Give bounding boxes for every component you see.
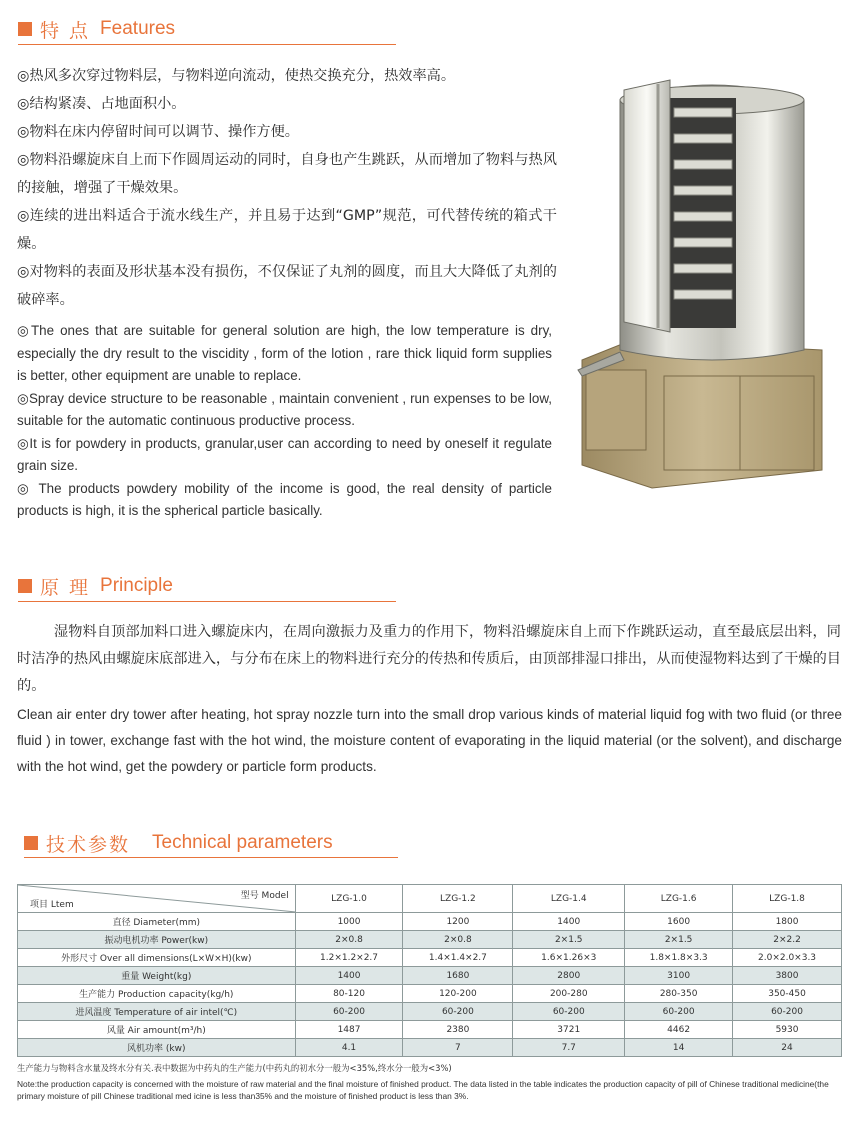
principle-heading-rule bbox=[18, 601, 396, 602]
table-row bbox=[18, 931, 842, 949]
table-cell: 1200 bbox=[403, 913, 513, 931]
model-header: LZG-1.8 bbox=[733, 885, 842, 913]
table-cell: 4462 bbox=[625, 1021, 733, 1039]
spiral-dryer-machine-image bbox=[572, 70, 832, 490]
table-cell: 2×1.5 bbox=[625, 931, 733, 949]
table-row bbox=[18, 949, 842, 967]
table-cell: 2×2.2 bbox=[733, 931, 842, 949]
features-list-zh bbox=[17, 62, 557, 314]
table-corner-cell bbox=[18, 885, 296, 913]
heading-square-icon bbox=[24, 836, 38, 850]
table-cell: 14 bbox=[625, 1039, 733, 1057]
principle-heading-zh: 原 理 bbox=[40, 576, 91, 599]
table-row bbox=[18, 1021, 842, 1039]
row-label: 风机功率 (kw) bbox=[18, 1039, 296, 1057]
table-cell: 1800 bbox=[733, 913, 842, 931]
principle-text-en: Clean air enter dry tower after heating, hot spray nozzle turn into the small drop various kinds of material liquid fog with two fluid (or three fluid ) in tower, exchange fast with the hot wind, the moisture content of evaporating in the liquid material (or the solvent), and discharge with the hot wind, get the powdery or particle form products. bbox=[17, 707, 842, 774]
technical-heading-zh: 技术参数 bbox=[46, 833, 131, 856]
table-header-row bbox=[18, 885, 842, 913]
table-cell: 60-200 bbox=[513, 1003, 625, 1021]
model-header: LZG-1.0 bbox=[295, 885, 403, 913]
feature-en-4: ◎ The products powdery mobility of the income is good, the real density of particle products is high, it is the spherical particle basically. bbox=[17, 480, 552, 518]
model-header: LZG-1.4 bbox=[513, 885, 625, 913]
table-cell: 24 bbox=[733, 1039, 842, 1057]
principle-heading-en: Principle bbox=[100, 575, 173, 596]
table-cell: 280-350 bbox=[625, 985, 733, 1003]
technical-heading-en: Technical parameters bbox=[152, 832, 333, 853]
row-label: 直径 Diameter(mm) bbox=[18, 913, 296, 931]
table-cell: 1400 bbox=[295, 967, 403, 985]
principle-text-zh: 湿物料自顶部加料口进入螺旋床内，在周向激振力及重力的作用下，物料沿螺旋床自上而下作跳跃运动，直至最底层出料，同时洁净的热风由螺旋床底部进入，与分布在床上的物料进行充分的传热和传质后，由顶部排湿口排出，从而使湿物料达到了干燥的目的。 bbox=[17, 624, 841, 694]
corner-item-label: 项目 Ltem bbox=[30, 900, 74, 910]
table-cell: 2×0.8 bbox=[403, 931, 513, 949]
table-cell: 1.4×1.4×2.7 bbox=[403, 949, 513, 967]
table-cell: 1.6×1.26×3 bbox=[513, 949, 625, 967]
table-row bbox=[18, 913, 842, 931]
feature-en-3: ◎It is for powdery in products, granular,user can according to need by oneself it regulate grain size. bbox=[17, 435, 552, 473]
table-cell: 200-280 bbox=[513, 985, 625, 1003]
table-cell: 1.2×1.2×2.7 bbox=[295, 949, 403, 967]
table-cell: 60-200 bbox=[295, 1003, 403, 1021]
row-label: 生产能力 Production capacity(kg/h) bbox=[18, 985, 296, 1003]
feature-zh-1: ◎热风多次穿过物料层，与物料逆向流动，使热交换充分，热效率高。 bbox=[17, 68, 456, 84]
table-cell: 1600 bbox=[625, 913, 733, 931]
table-cell: 60-200 bbox=[733, 1003, 842, 1021]
principle-heading bbox=[18, 575, 173, 597]
feature-zh-6: ◎对物料的表面及形状基本没有损伤，不仅保证了丸剂的圆度，而且大大降低了丸剂的破碎率。 bbox=[17, 264, 557, 308]
table-cell: 7 bbox=[403, 1039, 513, 1057]
table-note-zh: 生产能力与物料含水量及终水分有关.表中数据为中药丸的生产能力(中药丸的初水分一般为<35%,终水分一般为<3%) bbox=[17, 1063, 452, 1073]
table-cell: 7.7 bbox=[513, 1039, 625, 1057]
features-heading-rule bbox=[18, 44, 396, 45]
table-cell: 80-120 bbox=[295, 985, 403, 1003]
table-cell: 1680 bbox=[403, 967, 513, 985]
table-cell: 1400 bbox=[513, 913, 625, 931]
model-header: LZG-1.2 bbox=[403, 885, 513, 913]
technical-heading-rule bbox=[24, 857, 398, 858]
feature-zh-2: ◎结构紧凑、占地面积小。 bbox=[17, 96, 186, 112]
row-label: 振动电机功率 Power(kw) bbox=[18, 931, 296, 949]
table-cell: 60-200 bbox=[403, 1003, 513, 1021]
table-cell: 2.0×2.0×3.3 bbox=[733, 949, 842, 967]
table-cell: 120-200 bbox=[403, 985, 513, 1003]
technical-parameters-table bbox=[17, 884, 842, 1057]
features-list-en bbox=[17, 320, 552, 523]
model-header: LZG-1.6 bbox=[625, 885, 733, 913]
table-cell: 1.8×1.8×3.3 bbox=[625, 949, 733, 967]
feature-en-2: ◎Spray device structure to be reasonable , maintain convenient , run expenses to be low, suitable for the automatic continuous productive process. bbox=[17, 390, 552, 428]
row-label: 重量 Weight(kg) bbox=[18, 967, 296, 985]
row-label: 进风温度 Temperature of air intel(℃) bbox=[18, 1003, 296, 1021]
table-cell: 350-450 bbox=[733, 985, 842, 1003]
table-cell: 2×0.8 bbox=[295, 931, 403, 949]
heading-square-icon bbox=[18, 22, 32, 36]
technical-heading bbox=[24, 832, 333, 854]
table-row bbox=[18, 1039, 842, 1057]
table-cell: 1487 bbox=[295, 1021, 403, 1039]
table-cell: 2800 bbox=[513, 967, 625, 985]
table-cell: 2×1.5 bbox=[513, 931, 625, 949]
features-heading-en: Features bbox=[100, 18, 176, 39]
features-heading-zh: 特 点 bbox=[40, 19, 91, 42]
table-cell: 4.1 bbox=[295, 1039, 403, 1057]
row-label: 外形尺寸 Over all dimensions(L×W×H)(kw) bbox=[18, 949, 296, 967]
table-cell: 3800 bbox=[733, 967, 842, 985]
table-cell: 2380 bbox=[403, 1021, 513, 1039]
table-cell: 3721 bbox=[513, 1021, 625, 1039]
table-note-en: Note:the production capacity is concerned with the moisture of raw material and the final moisture of finished product. The data listed in the table indicates the production capacity of pill of Chinese traditional medicine(the primary moisture of pill Chinese traditional med icine is less than35% and the moisture of finished product is less than 3%. bbox=[17, 1079, 829, 1101]
table-row bbox=[18, 985, 842, 1003]
feature-zh-3: ◎物料在床内停留时间可以调节、操作方便。 bbox=[17, 124, 299, 140]
feature-zh-5: ◎连续的进出料适合于流水线生产，并且易于达到“GMP”规范，可代替传统的箱式干燥。 bbox=[17, 208, 557, 252]
features-heading bbox=[18, 18, 175, 40]
heading-square-icon bbox=[18, 579, 32, 593]
table-cell: 5930 bbox=[733, 1021, 842, 1039]
table-row bbox=[18, 967, 842, 985]
table-cell: 3100 bbox=[625, 967, 733, 985]
table-row bbox=[18, 1003, 842, 1021]
table-cell: 60-200 bbox=[625, 1003, 733, 1021]
feature-en-1: ◎The ones that are suitable for general solution are high, the low temperature is dry, especially the dry result to the viscidity , form of the lotion , rare thick liquid form supplies is better, other equipment are unable to replace. bbox=[17, 323, 552, 383]
row-label: 风量 Air amount(m³/h) bbox=[18, 1021, 296, 1039]
table-cell: 1000 bbox=[295, 913, 403, 931]
corner-model-label: 型号 Model bbox=[240, 891, 289, 901]
feature-zh-4: ◎物料沿螺旋床自上而下作圆周运动的同时，自身也产生跳跃，从而增加了物料与热风的接触，增强了干燥效果。 bbox=[17, 152, 557, 196]
